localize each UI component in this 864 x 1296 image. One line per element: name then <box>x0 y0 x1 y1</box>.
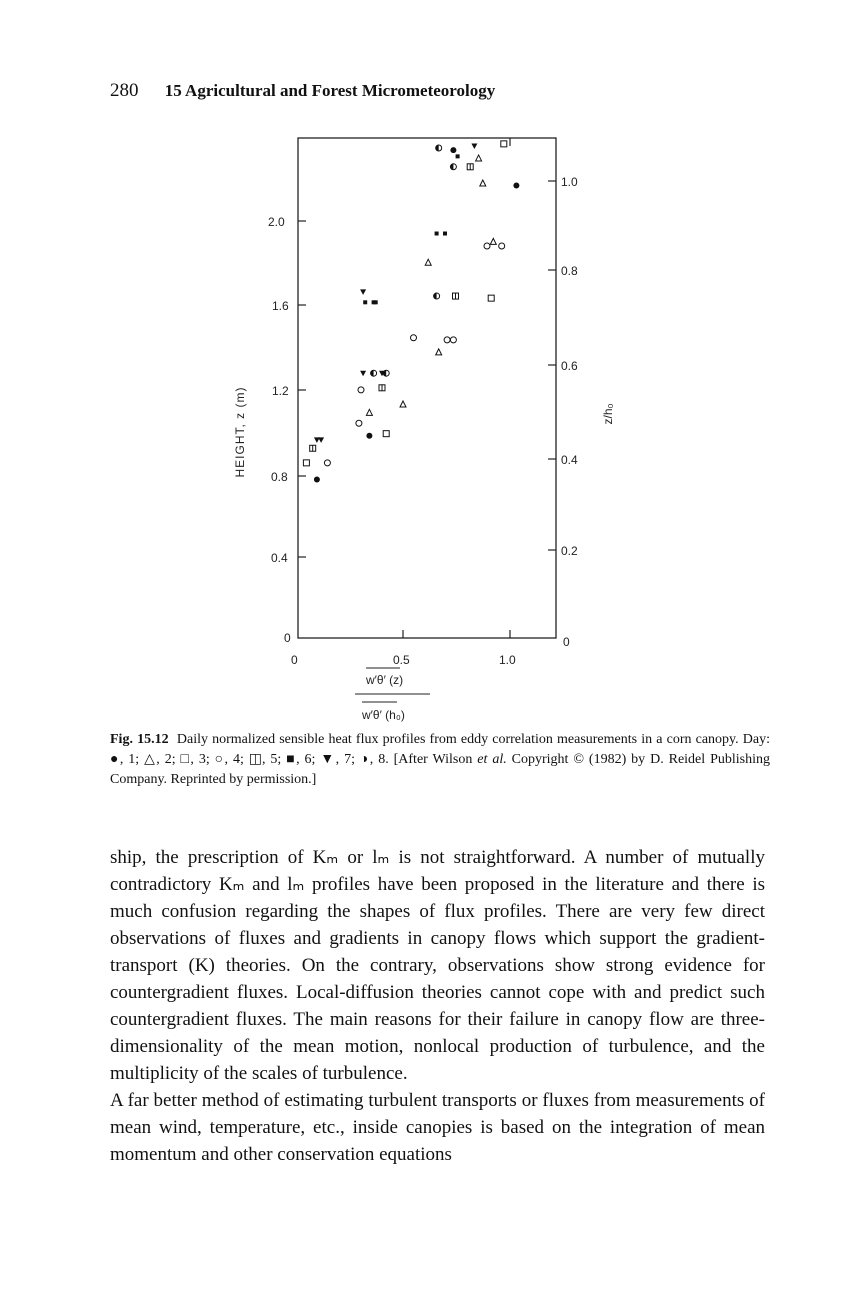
left-tick-label: 0 <box>284 631 291 645</box>
caption-text: Daily normalized sensible heat flux profiles from eddy correlation measurements in a corn canopy. Day: ●, 1; △, 2; □, 3; ○, 4; ◫, 5; ■, 6; ▼, 7; ◑, 8. [After Wilson <box>110 732 771 767</box>
x-tick-label: 1.0 <box>499 653 516 667</box>
marker-day-8 <box>383 370 389 376</box>
marker-day-4 <box>411 335 417 341</box>
marker-day-2 <box>425 259 431 265</box>
marker-day-6 <box>435 232 439 236</box>
marker-day-3 <box>501 141 507 147</box>
caption-et-al: et al. <box>477 751 507 767</box>
right-tick-label: 0.2 <box>561 544 578 558</box>
page-number: 280 <box>110 80 139 101</box>
x-tick-label: 0.5 <box>393 653 410 667</box>
marker-day-6 <box>456 154 460 158</box>
caption-copyright: Copyright © (1982) by D. Reidel Publishing Company. Reprinted by permission.] <box>110 751 770 787</box>
marker-day-2 <box>366 409 372 415</box>
marker-day-6 <box>374 300 378 304</box>
marker-day-6 <box>363 300 367 304</box>
marker-day-3 <box>383 431 389 437</box>
marker-day-3 <box>488 295 494 301</box>
marker-day-4 <box>358 387 364 393</box>
marker-day-3 <box>303 460 309 466</box>
x-label-denominator: w′θ′ (h₀) <box>362 708 405 722</box>
marker-day-2 <box>400 401 406 407</box>
marker-day-2 <box>490 238 496 244</box>
marker-day-2 <box>476 155 482 161</box>
left-tick-label: 1.6 <box>272 299 289 313</box>
right-tick-label: 0.8 <box>561 264 578 278</box>
marker-day-7 <box>360 289 366 295</box>
marker-day-5 <box>379 385 385 391</box>
paragraph: A far better method of estimating turbulent transports or fluxes from measurements of mean wind, temperature, etc., inside canopies is based on the integration of mean momentum and other conservation equations <box>110 1089 765 1165</box>
marker-day-7 <box>318 437 324 443</box>
marker-day-1 <box>450 147 456 153</box>
right-tick-label: 0.4 <box>561 453 578 467</box>
marker-day-4 <box>444 337 450 343</box>
chapter-title: 15 Agricultural and Forest Micrometeorology <box>164 81 496 100</box>
marker-day-2 <box>436 349 442 355</box>
left-tick-label: 0.4 <box>271 551 288 565</box>
right-axis-label: z/h₀ <box>601 403 615 425</box>
marker-day-5 <box>310 445 316 451</box>
x-label-numerator: w′θ′ (z) <box>366 673 404 687</box>
left-axis <box>298 221 306 557</box>
plot-frame <box>298 138 556 638</box>
paragraph: ship, the prescription of Kₘ or lₘ is not straightforward. A number of mutually contradictory Kₘ and lₘ profiles have been proposed in the literature and there is much confusion regarding the shapes of flux profiles. There are very few direct observations of fluxes and gradients in canopy flows which support the gradient-transport (K) theories. On the contrary, observations show strong evidence for countergradient fluxes. Local-diffusion theories cannot cope with and predict such countergradient fluxes. The main reasons for their failure in canopy flow are three-dimensionality of the mean motion, nonlocal production of turbulence, and the multiplicity of the scales of turbulence. <box>110 847 765 1084</box>
marker-day-4 <box>450 337 456 343</box>
marker-day-8 <box>436 145 442 151</box>
right-tick-label: 0 <box>563 635 570 649</box>
left-tick-label: 1.2 <box>272 384 289 398</box>
marker-day-7 <box>360 371 366 377</box>
data-markers <box>303 141 519 483</box>
marker-day-1 <box>513 183 519 189</box>
marker-day-4 <box>499 243 505 249</box>
right-axis <box>548 181 556 550</box>
right-tick-label: 1.0 <box>561 175 578 189</box>
left-tick-label: 2.0 <box>268 215 285 229</box>
marker-day-7 <box>471 143 477 149</box>
caption-label: Fig. 15.12 <box>110 732 169 747</box>
marker-day-5 <box>467 164 473 170</box>
left-axis-label: HEIGHT, z (m) <box>233 386 247 478</box>
marker-day-4 <box>324 460 330 466</box>
marker-day-8 <box>371 370 377 376</box>
marker-day-5 <box>453 293 459 299</box>
right-tick-label: 0.6 <box>561 359 578 373</box>
marker-day-4 <box>484 243 490 249</box>
bottom-axis <box>403 138 510 638</box>
marker-day-4 <box>356 420 362 426</box>
body-text <box>110 845 765 1169</box>
x-tick-label: 0 <box>291 653 298 667</box>
marker-day-6 <box>443 232 447 236</box>
marker-day-1 <box>366 433 372 439</box>
marker-day-2 <box>480 180 486 186</box>
marker-day-8 <box>450 164 456 170</box>
left-tick-label: 0.8 <box>271 470 288 484</box>
figure-caption <box>110 730 770 790</box>
marker-day-1 <box>314 477 320 483</box>
marker-day-8 <box>434 293 440 299</box>
